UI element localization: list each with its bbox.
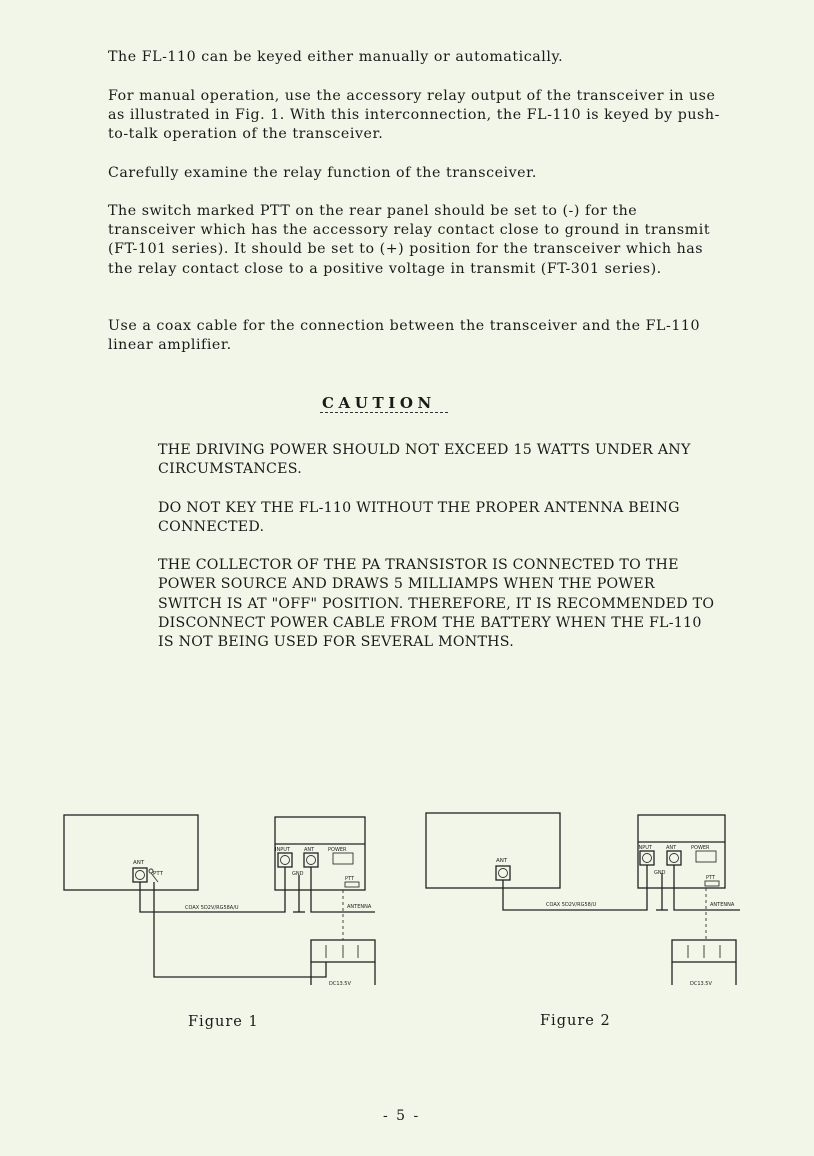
fig2-coax-label: COAX 5D2V/RG58/U: [546, 902, 597, 908]
fig1-dc-label: DC13.5V: [329, 981, 351, 987]
fig2-amp-power-socket: [696, 851, 716, 862]
fig2-amp-ant-connector: [670, 854, 679, 863]
figure-2-caption: Figure 2: [540, 1013, 611, 1029]
fig2-amp-ptt-switch: [705, 881, 719, 886]
paragraph-keying-modes: The FL-110 can be keyed either manually or automatically.: [108, 49, 564, 65]
caution-driving-power: THE DRIVING POWER SHOULD NOT EXCEED 15 WATTS UNDER ANY CIRCUMSTANCES.: [158, 442, 691, 478]
paragraph-coax-cable: Use a coax cable for the connection between the transceiver and the FL-110 linear amplifier.: [108, 318, 701, 354]
amp-power-label: POWER: [328, 847, 347, 853]
fig2-amp-ant-label: ANT: [666, 845, 677, 851]
paragraph-ptt-switch: The switch marked PTT on the rear panel should be set to (-) for the transceiver which has the accessory relay contact close to ground in transmit (FT-101 series). It should be set to (+) position for the transceiver which has the relay contact close to a positive voltage in transmit (FT-301 series).: [108, 203, 711, 277]
paragraph-manual-operation: For manual operation, use the accessory relay output of the transceiver in use as illustrated in Fig. 1. With this interconnection, the FL-110 is keyed by push-to-talk operation of the transceiver.: [108, 88, 720, 143]
caution-antenna: DO NOT KEY THE FL-110 WITHOUT THE PROPER ANTENNA BEING CONNECTED.: [158, 500, 680, 536]
amp-ptt-switch-label: PTT: [345, 876, 355, 882]
transceiver-ptt-label: PTT: [153, 871, 163, 877]
fig1-antenna-label: ANTENNA: [347, 904, 372, 910]
figure-1-caption: Figure 1: [188, 1014, 259, 1030]
fig2-antenna-label: ANTENNA: [710, 902, 735, 908]
amp-gnd-label: GND: [292, 871, 304, 877]
fig2-amp-input-label: INPUT: [637, 845, 652, 851]
fig2-amp-gnd-label: GND: [654, 870, 666, 876]
fig2-transceiver-box: [426, 813, 560, 888]
amp-input-label: INPUT: [275, 847, 290, 853]
caution-title: CAUTION: [322, 394, 436, 412]
fig2-transceiver-ant-label: ANT: [496, 858, 508, 864]
amp-ant-label: ANT: [304, 847, 315, 853]
fig2-dc-label: DC13.5V: [690, 981, 712, 987]
fig2-amp-input-connector: [643, 854, 652, 863]
transceiver-ant-label: ANT: [133, 860, 145, 866]
fig1-coax-label: COAX 5D2V/RG58A/U: [185, 905, 239, 911]
page-number: - 5 -: [383, 1108, 421, 1124]
fig2-amp-ptt-switch-label: PTT: [706, 875, 716, 881]
caution-collector: THE COLLECTOR OF THE PA TRANSISTOR IS CONNECTED TO THE POWER SOURCE AND DRAWS 5 MILLIAMPS WHEN THE POWER SWITCH IS AT "OFF" POSITION. THEREFORE, IT IS RECOMMENDED TO DISCONNECT POWER CABLE FROM THE BATTERY WHEN THE FL-110 IS NOT BEING USED FOR SEVERAL MONTHS.: [158, 557, 715, 651]
paragraph-relay-function: Carefully examine the relay function of the transceiver.: [108, 165, 537, 181]
fig2-amp-power-label: POWER: [691, 845, 710, 851]
